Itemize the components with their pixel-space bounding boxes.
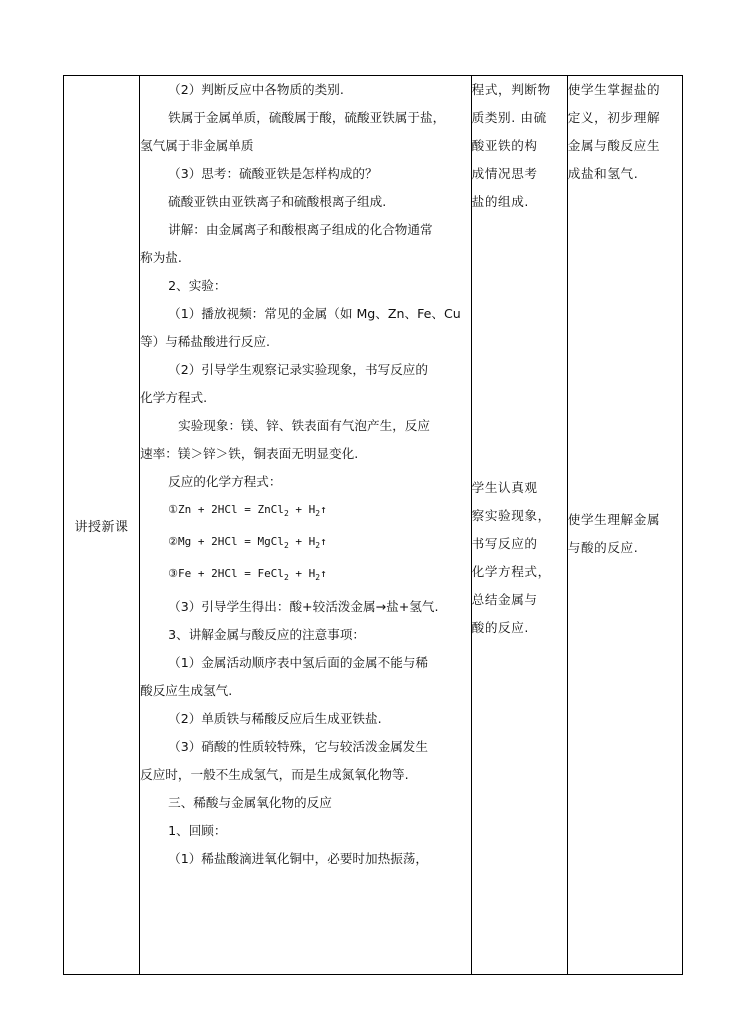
teacher-line: 速率：镁＞锌＞铁，铜表面无明显变化. xyxy=(140,446,359,461)
teacher-line: 三、稀酸与金属氧化物的反应 xyxy=(168,794,332,810)
intent-line: 定义，初步理解 xyxy=(567,110,661,125)
intent-line: 金属与酸反应生 xyxy=(567,138,661,153)
teacher-line: （3）引导学生得出：酸+较活泼金属→盐+氢气. xyxy=(168,598,439,614)
teacher-line: （2）单质铁与稀酸反应后生成亚铁盐. xyxy=(168,710,382,726)
teacher-activity-cell xyxy=(140,76,472,975)
intent-line: 使学生掌握盐的 xyxy=(567,82,661,97)
stage-label: 讲授新课 xyxy=(74,519,129,535)
teacher-line: 氢气属于非金属单质 xyxy=(140,138,254,153)
student-line: 书写反应的 xyxy=(471,536,538,551)
student-line: 程式，判断物 xyxy=(471,82,551,97)
equation-zn: ①Zn + 2HCl = ZnCl$_2$ + $H_2↑$ xyxy=(168,503,327,519)
student-line: 成情况思考 xyxy=(471,166,538,181)
intent-line: 成盐和氢气. xyxy=(567,166,639,181)
teacher-line: 实验现象：镁、锌、铁表面有气泡产生，反应 xyxy=(178,418,430,433)
teacher-line: （1）稀盐酸滴进氧化铜中，必要时加热振荡， xyxy=(168,850,428,866)
teacher-line: 1、回顾： xyxy=(168,822,227,838)
student-line: 化学方程式， xyxy=(471,564,551,579)
teacher-line: 3、讲解金属与酸反应的注意事项： xyxy=(168,626,366,642)
student-line: 盐的组成. xyxy=(471,194,530,209)
teacher-line: （2）引导学生观察记录实验现象，书写反应的 xyxy=(168,362,428,377)
equation-fe: ③Fe + 2HCl = FeCl$_2$ + $H_2↑$ xyxy=(168,567,327,583)
student-line: 察实验现象， xyxy=(471,508,551,523)
equation-mg: ②Mg + 2HCl = MgCl$_2$ + $H_2↑$ xyxy=(168,535,327,551)
table-row xyxy=(64,76,683,975)
teacher-line: 2、实验： xyxy=(168,278,227,293)
intent-line: 与酸的反应. xyxy=(567,540,639,555)
student-line: 质类别. 由硫 xyxy=(471,110,547,125)
teacher-line: （3）硝酸的性质较特殊，它与较活泼金属发生 xyxy=(168,738,428,754)
student-line: 总结金属与 xyxy=(471,592,538,607)
intent-line: 使学生理解金属 xyxy=(567,512,661,527)
teacher-line: （1）金属活动顺序表中氢后面的金属不能与稀 xyxy=(168,654,428,670)
teacher-line: （1）播放视频：常见的金属（如 Mg、Zn、Fe、Cu xyxy=(168,306,461,321)
teacher-line: 酸反应生成氢气. xyxy=(140,682,233,698)
teacher-line: 铁属于金属单质，硫酸属于酸，硫酸亚铁属于盐， xyxy=(168,110,446,125)
teacher-line: （2）判断反应中各物质的类别. xyxy=(168,82,344,97)
teacher-line: 化学方程式. xyxy=(140,390,208,405)
stage-cell xyxy=(64,76,140,975)
student-line: 学生认真观 xyxy=(471,480,538,495)
teacher-line: 硫酸亚铁由亚铁离子和硫酸根离子组成. xyxy=(168,194,387,209)
teacher-line: 反应时，一般不生成氢气，而是生成氮氧化物等. xyxy=(140,766,409,782)
lesson-plan-table xyxy=(63,75,683,975)
teacher-line: （3）思考：硫酸亚铁是怎样构成的？ xyxy=(168,166,378,181)
design-intent-cell xyxy=(567,76,682,975)
teacher-line: 反应的化学方程式： xyxy=(168,474,282,489)
student-line: 酸的反应. xyxy=(471,620,530,635)
teacher-line: 讲解：由金属离子和酸根离子组成的化合物通常 xyxy=(168,222,433,237)
student-line: 酸亚铁的构 xyxy=(471,138,538,153)
teacher-line: 称为盐. xyxy=(140,250,182,265)
student-activity-cell xyxy=(471,76,567,975)
teacher-line: 等）与稀盐酸进行反应. xyxy=(140,334,271,349)
